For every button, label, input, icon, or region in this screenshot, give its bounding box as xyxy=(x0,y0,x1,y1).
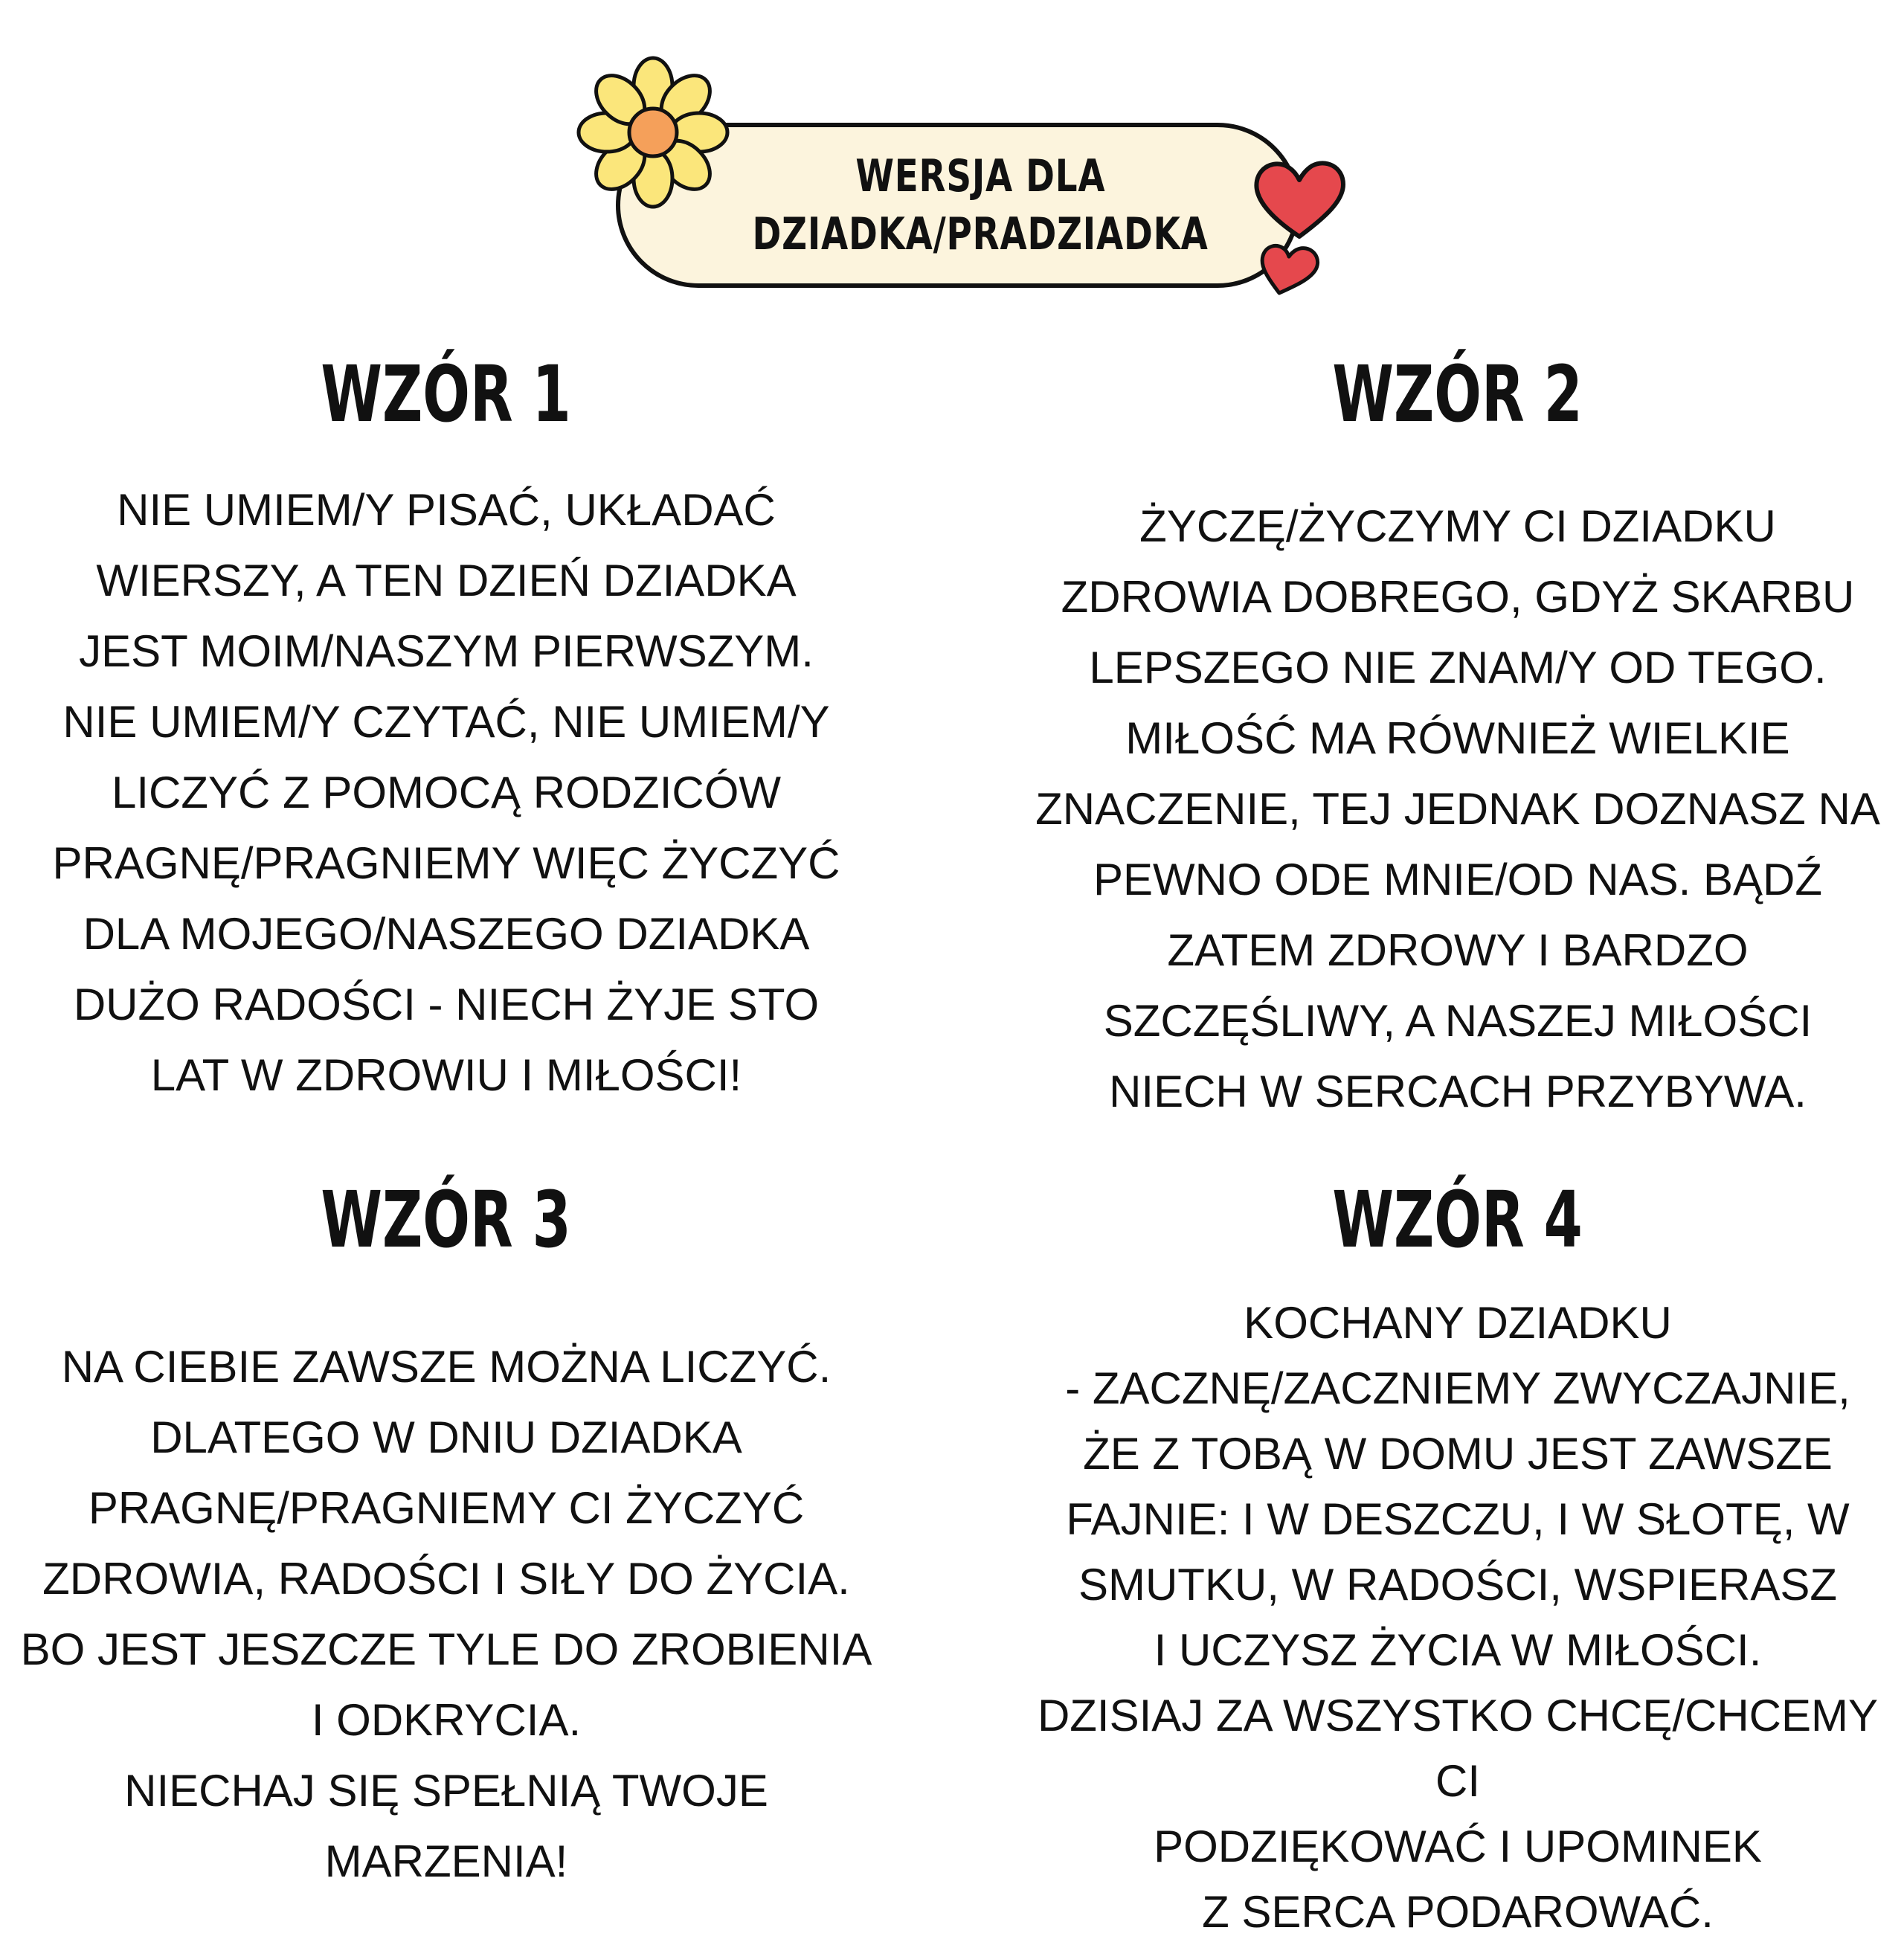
wish-title-1: WZÓR 1 xyxy=(321,349,572,440)
wish-text-4: KOCHANY DZIADKU - ZACZNĘ/ZACZNIEMY ZWYCZAJNIE, ŻE Z TOBĄ W DOMU JEST ZAWSZE FAJNIE: I W DESZCZU, I W SŁOTĘ, W SMUTKU, W RADOŚCI, WSPIERASZ I UCZYSZ ŻYCIA W MIŁOŚCI. DZISIAJ ZA WSZYSTKO CHCĘ/CHCEMY CI PODZIĘKOWAĆ I UPOMINEK Z SERCA PODAROWAĆ. xyxy=(1037,1298,1879,1937)
wish-title-4: WZÓR 4 xyxy=(1332,1174,1583,1265)
heart-icon-large xyxy=(1251,155,1348,244)
flower-icon xyxy=(571,51,735,214)
wish-section-1 xyxy=(0,350,892,1110)
banner-title xyxy=(688,147,1273,263)
banner-title-line-1: WERSJA DLA xyxy=(855,150,1105,202)
heart-icon-small xyxy=(1257,237,1324,298)
wish-text-1: NIE UMIEM/Y PISAĆ, UKŁADAĆ WIERSZY, A TEN DZIEŃ DZIADKA JEST MOIM/NASZYM PIERWSZYM. NIE UMIEM/Y CZYTAĆ, NIE UMIEM/Y LICZYĆ Z POMOCĄ RODZICÓW PRAGNĘ/PRAGNIEMY WIĘC ŻYCZYĆ DLA MOJEGO/NASZEGO DZIADKA DUŻO RADOŚCI - NIECH ŻYJE STO LAT W ZDROWIU I MIŁOŚCI! xyxy=(52,485,840,1100)
wish-text-2: ŻYCZĘ/ŻYCZYMY CI DZIADKU ZDROWIA DOBREGO, GDYŻ SKARBU LEPSZEGO NIE ZNAM/Y OD TEGO. MIŁOŚĆ MA RÓWNIEŻ WIELKIE ZNACZENIE, TEJ JEDNAK DOZNASZ NA PEWNO ODE MNIE/OD NAS. BĄDŹ ZATEM ZDROWY I BARDZO SZCZĘŚLIWY, A NASZEJ MIŁOŚCI NIECH W SERCACH PRZYBYWA. xyxy=(1035,501,1880,1116)
wish-section-2 xyxy=(1012,350,1904,1127)
banner-title-line-2: DZIADKA/PRADZIADKA xyxy=(752,208,1209,260)
wish-section-4 xyxy=(1012,1175,1904,1945)
wish-text-3: NA CIEBIE ZAWSZE MOŻNA LICZYĆ. DLATEGO W DNIU DZIADKA PRAGNĘ/PRAGNIEMY CI ŻYCZYĆ ZDROWIA, RADOŚCI I SIŁY DO ŻYCIA. BO JEST JESZCZE TYLE DO ZROBIENIA I ODKRYCIA. NIECHAJ SIĘ SPEŁNIĄ TWOJE MARZENIA! xyxy=(20,1342,872,1886)
wish-section-3 xyxy=(0,1175,892,1897)
wish-title-3: WZÓR 3 xyxy=(321,1174,572,1265)
wish-title-2: WZÓR 2 xyxy=(1332,349,1583,440)
